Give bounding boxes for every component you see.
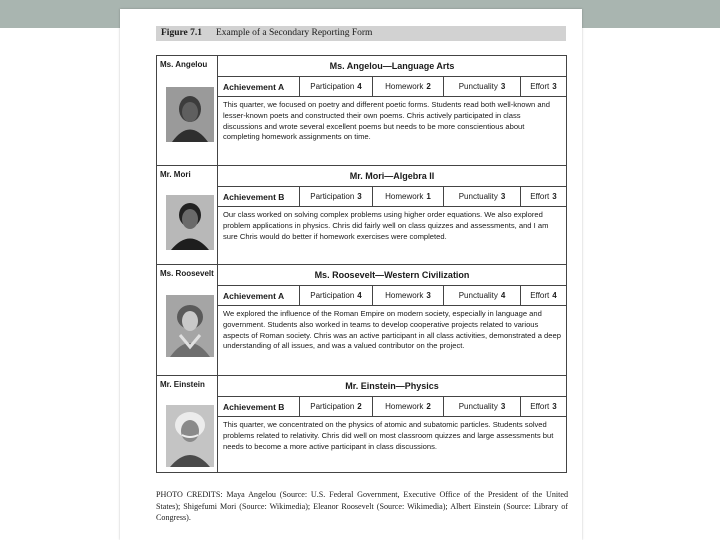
participation-score	[300, 286, 373, 305]
achievement-grade: Achievement A	[218, 286, 300, 305]
homework-value: 3	[426, 291, 431, 300]
participation-score	[300, 187, 373, 206]
participation-value: 4	[357, 82, 362, 91]
figure-header	[156, 26, 566, 41]
homework-value: 1	[426, 192, 431, 201]
participation-value: 2	[357, 402, 362, 411]
course-title: Ms. Roosevelt—Western Civilization	[218, 265, 566, 286]
homework-label: Homework	[385, 402, 424, 411]
punctuality-label: Punctuality	[458, 192, 498, 201]
teacher-photo	[166, 87, 214, 142]
teacher-comment: We explored the influence of the Roman Empire on modern society, especially in language and government. Students also worked in teams to develop cooperative projects related to various aspects of Roman society. Chris was an active participant in all class activities, demonstrated a deep understanding of all issues, and was a valued contributor on the project.	[223, 309, 561, 351]
effort-score	[521, 397, 566, 416]
teacher-row	[157, 56, 567, 166]
homework-score	[373, 187, 444, 206]
course-cell	[218, 265, 567, 376]
punctuality-value: 3	[500, 402, 506, 411]
effort-value: 3	[552, 192, 557, 201]
homework-value: 2	[426, 402, 431, 411]
punctuality-value: 3	[500, 192, 506, 201]
punctuality-label: Punctuality	[458, 402, 498, 411]
homework-score	[373, 397, 444, 416]
participation-label: Participation	[310, 402, 355, 411]
teacher-name: Ms. Angelou	[160, 60, 208, 69]
figure-label: Figure 7.1	[161, 28, 202, 38]
achievement-grade: Achievement B	[218, 397, 300, 416]
course-title: Ms. Angelou—Language Arts	[218, 56, 566, 77]
teacher-cell	[157, 376, 218, 473]
teacher-cell	[157, 265, 218, 376]
effort-score	[521, 286, 566, 305]
teacher-cell	[157, 56, 218, 166]
effort-label: Effort	[530, 82, 550, 91]
punctuality-score	[444, 286, 521, 305]
homework-label: Homework	[385, 192, 424, 201]
photo-credits: PHOTO CREDITS: Maya Angelou (Source: U.S. Federal Government, Executive Office of the President of the United States); Shigefumi Mori (Source: Wikimedia); Eleanor Roosevelt (Source: Wikimedia); Albert Einstein (Source: Library of Congress).	[156, 490, 568, 522]
achievement-grade: Achievement B	[218, 187, 300, 206]
teacher-name: Ms. Roosevelt	[160, 269, 214, 278]
participation-label: Participation	[310, 291, 355, 300]
punctuality-label: Punctuality	[458, 291, 498, 300]
course-title: Mr. Einstein—Physics	[218, 376, 566, 397]
participation-score	[300, 397, 373, 416]
teacher-comment: This quarter, we focused on poetry and different poetic forms. Students read both well-known and lesser-known poets and constructed their own poems. Chris actively participated in class discussions and wrote several excellent poems but needs to be more conscientious about completing homework assignments on time.	[223, 100, 551, 142]
teacher-comment: This quarter, we concentrated on the physics of atomic and subatomic particles. Students solved problems related to relativity. Chris did well on most classroom quizzes and large assessments but needs to become a more active participant in class discussions.	[223, 420, 554, 451]
teacher-photo	[166, 405, 214, 467]
punctuality-score	[444, 77, 521, 96]
teacher-row	[157, 166, 567, 265]
teacher-name: Mr. Einstein	[160, 380, 205, 389]
participation-score	[300, 77, 373, 96]
course-cell	[218, 166, 567, 265]
punctuality-score	[444, 187, 521, 206]
teacher-row	[157, 376, 567, 473]
teacher-photo	[166, 195, 214, 250]
homework-label: Homework	[385, 291, 424, 300]
effort-value: 3	[552, 402, 557, 411]
punctuality-value: 3	[500, 82, 506, 91]
effort-label: Effort	[530, 402, 550, 411]
participation-label: Participation	[310, 192, 355, 201]
teacher-cell	[157, 166, 218, 265]
grades-row	[218, 286, 566, 306]
participation-value: 4	[357, 291, 362, 300]
course-title: Mr. Mori—Algebra II	[218, 166, 566, 187]
participation-value: 3	[357, 192, 362, 201]
grades-row	[218, 397, 566, 417]
effort-value: 4	[552, 291, 557, 300]
homework-score	[373, 286, 444, 305]
reporting-form-table	[156, 55, 567, 473]
effort-label: Effort	[530, 291, 550, 300]
punctuality-value: 4	[500, 291, 506, 300]
effort-score	[521, 187, 566, 206]
course-cell	[218, 376, 567, 473]
punctuality-score	[444, 397, 521, 416]
grades-row	[218, 187, 566, 207]
effort-label: Effort	[530, 192, 550, 201]
teacher-comment: Our class worked on solving complex problems using higher order equations. We also explored problem applications in physics. Chris did fairly well on class quizzes and assessments, and I am sure Chris would do better if homework exercises were completed.	[223, 210, 549, 241]
homework-label: Homework	[385, 82, 424, 91]
homework-value: 2	[426, 82, 431, 91]
homework-score	[373, 77, 444, 96]
teacher-photo	[166, 295, 214, 357]
effort-score	[521, 77, 566, 96]
punctuality-label: Punctuality	[458, 82, 498, 91]
document-page	[120, 9, 582, 540]
effort-value: 3	[552, 82, 557, 91]
achievement-grade: Achievement A	[218, 77, 300, 96]
grades-row	[218, 77, 566, 97]
figure-title: Example of a Secondary Reporting Form	[216, 28, 373, 38]
course-cell	[218, 56, 567, 166]
teacher-row	[157, 265, 567, 376]
teacher-name: Mr. Mori	[160, 170, 191, 179]
participation-label: Participation	[310, 82, 355, 91]
